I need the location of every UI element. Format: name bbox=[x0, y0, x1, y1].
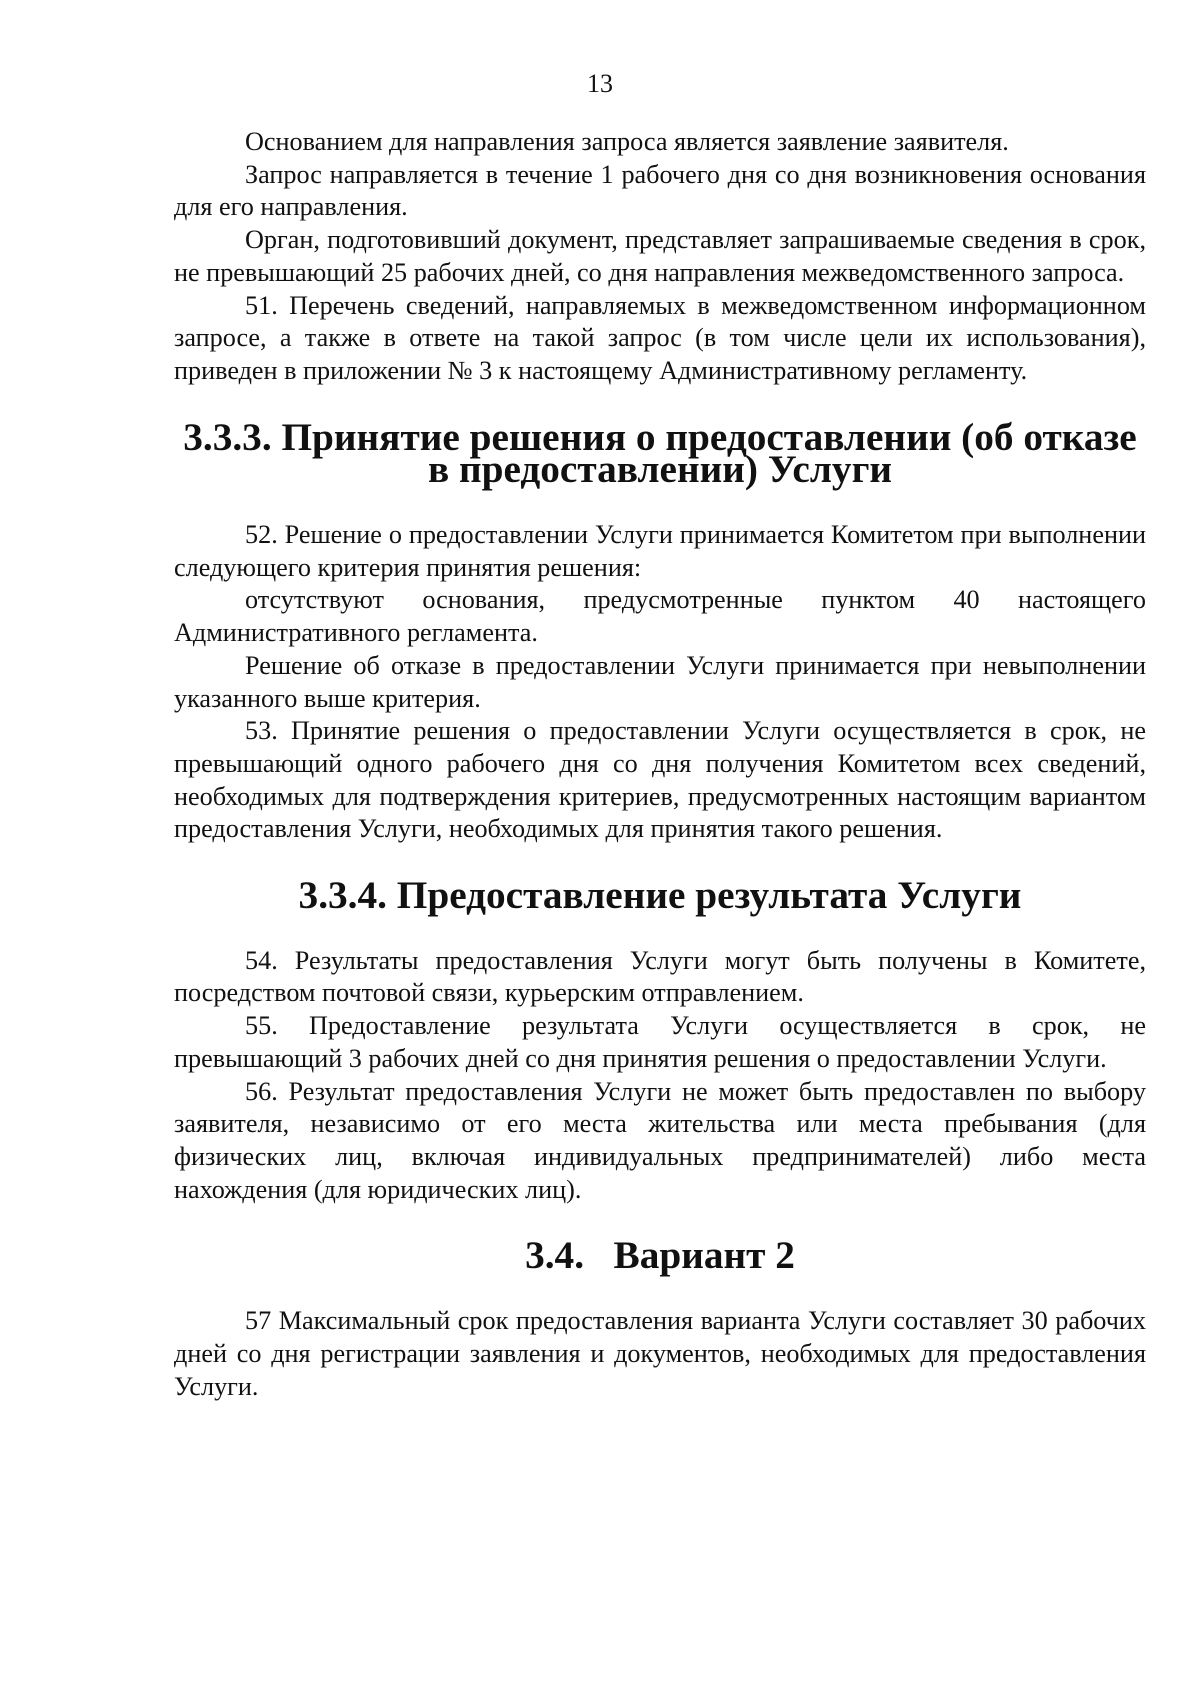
page-number: 13 bbox=[587, 69, 613, 98]
document-body bbox=[174, 126, 1146, 1403]
paragraph-51: 51. Перечень сведений, направляемых в межведомственном информационном запросе, а также в ответе на такой запрос (в том числе цели их использования), приведен в приложении № 3 к настоящему Административному регламенту. bbox=[174, 290, 1146, 385]
paragraph-no-grounds: отсутствуют основания, предусмотренные пунктом 40 настоящего Административного регламента. bbox=[174, 585, 1146, 648]
paragraph-57: 57 Максимальный срок предоставления варианта Услуги составляет 30 рабочих дней со дня регистрации заявления и документов, необходимых для предоставления Услуги. bbox=[174, 1306, 1146, 1401]
paragraph-request-basis: Основанием для направления запроса является заявление заявителя. bbox=[245, 127, 1009, 156]
section-heading-3-3-3: 3.3.3. Принятие решения о предоставлении (об отказе в предоставлении) Услуги bbox=[183, 414, 1137, 492]
section-heading-3-4: 3.4. Вариант 2 bbox=[525, 1233, 795, 1278]
paragraph-response-timing: Орган, подготовивший документ, представляет запрашиваемые сведения в срок, не превышающий 25 рабочих дней, со дня направления межведомственного запроса. bbox=[174, 225, 1146, 287]
paragraph-53: 53. Принятие решения о предоставлении Услуги осуществляется в срок, не превышающий одного рабочего дня со дня получения Комитетом всех сведений, необходимых для подтверждения критериев, предусмотренных настоящим вариантом предоставления Услуги, необходимых для принятия такого решения. bbox=[174, 716, 1146, 844]
section-heading-3-3-4: 3.3.4. Предоставление результата Услуги bbox=[298, 873, 1022, 918]
paragraph-55: 55. Предоставление результата Услуги осуществляется в срок, не превышающий 3 рабочих дней со дня принятия решения о предоставлении Услуги. bbox=[174, 1011, 1146, 1073]
paragraph-56: 56. Результат предоставления Услуги не может быть предоставлен по выбору заявителя, независимо от его места жительства или места пребывания (для физических лиц, включая индивидуальных предпринимателей) либо места нахождения (для юридических лиц). bbox=[174, 1076, 1146, 1204]
paragraph-54: 54. Результаты предоставления Услуги могут быть получены в Комитете, посредством почтовой связи, курьерским отправлением. bbox=[174, 945, 1146, 1008]
paragraph-request-timing: Запрос направляется в течение 1 рабочего дня со дня возникновения основания для его направления. bbox=[174, 159, 1146, 222]
paragraph-52: 52. Решение о предоставлении Услуги принимается Комитетом при выполнении следующего критерия принятия решения: bbox=[174, 520, 1146, 582]
paragraph-refusal: Решение об отказе в предоставлении Услуги принимается при невыполнении указанного выше критерия. bbox=[174, 650, 1146, 713]
